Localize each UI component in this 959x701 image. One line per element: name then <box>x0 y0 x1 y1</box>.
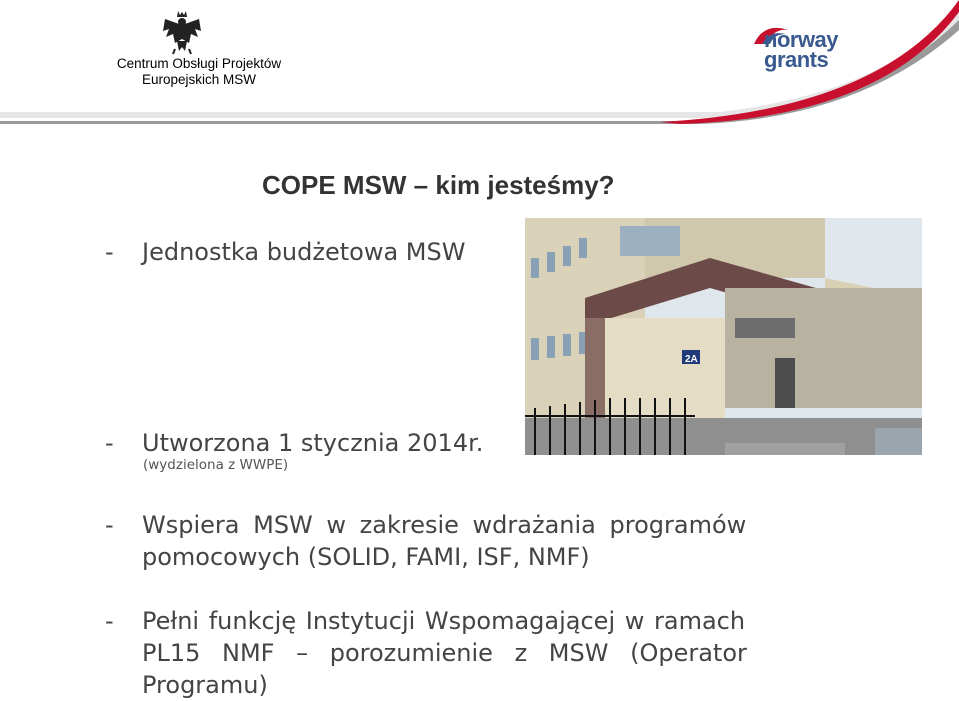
building-photo <box>525 218 922 455</box>
org-line-1: Centrum Obsługi Projektów <box>116 56 282 71</box>
norway-grants-logo <box>764 27 839 72</box>
polish-eagle-icon <box>161 9 203 55</box>
bullet-dash: - <box>105 238 114 266</box>
bullet-text-cont: PL15 NMF – porozumienie z MSW (Operator <box>142 639 747 667</box>
bullet-text-cont: pomocowych (SOLID, FAMI, ISF, NMF) <box>142 543 590 571</box>
org-line-2: Europejskich MSW <box>141 72 257 87</box>
bullet-dash: - <box>105 607 114 635</box>
bullet-text: Pełni funkcję Instytucji Wspomagającej w ramach <box>142 607 746 635</box>
organization-name <box>104 56 294 88</box>
bullet-2-note: (wydzielona z WWPE) <box>143 457 289 473</box>
bullet-text: Utworzona 1 stycznia 2014r. <box>142 429 484 457</box>
slide-title: COPE MSW – kim jesteśmy? <box>262 170 615 200</box>
bullet-dash: - <box>105 511 114 539</box>
bullet-text: Wspiera MSW w zakresie wdrażania programów <box>142 511 747 539</box>
bullet-dash: - <box>105 429 114 457</box>
ng-line-1: norway <box>764 27 839 52</box>
bullet-text-cont-2: Programu) <box>142 671 268 699</box>
ng-line-2: grants <box>764 47 829 72</box>
slide-header <box>0 0 959 124</box>
address-sign: 2A <box>685 354 698 365</box>
bullet-text: Jednostka budżetowa MSW <box>142 238 466 266</box>
